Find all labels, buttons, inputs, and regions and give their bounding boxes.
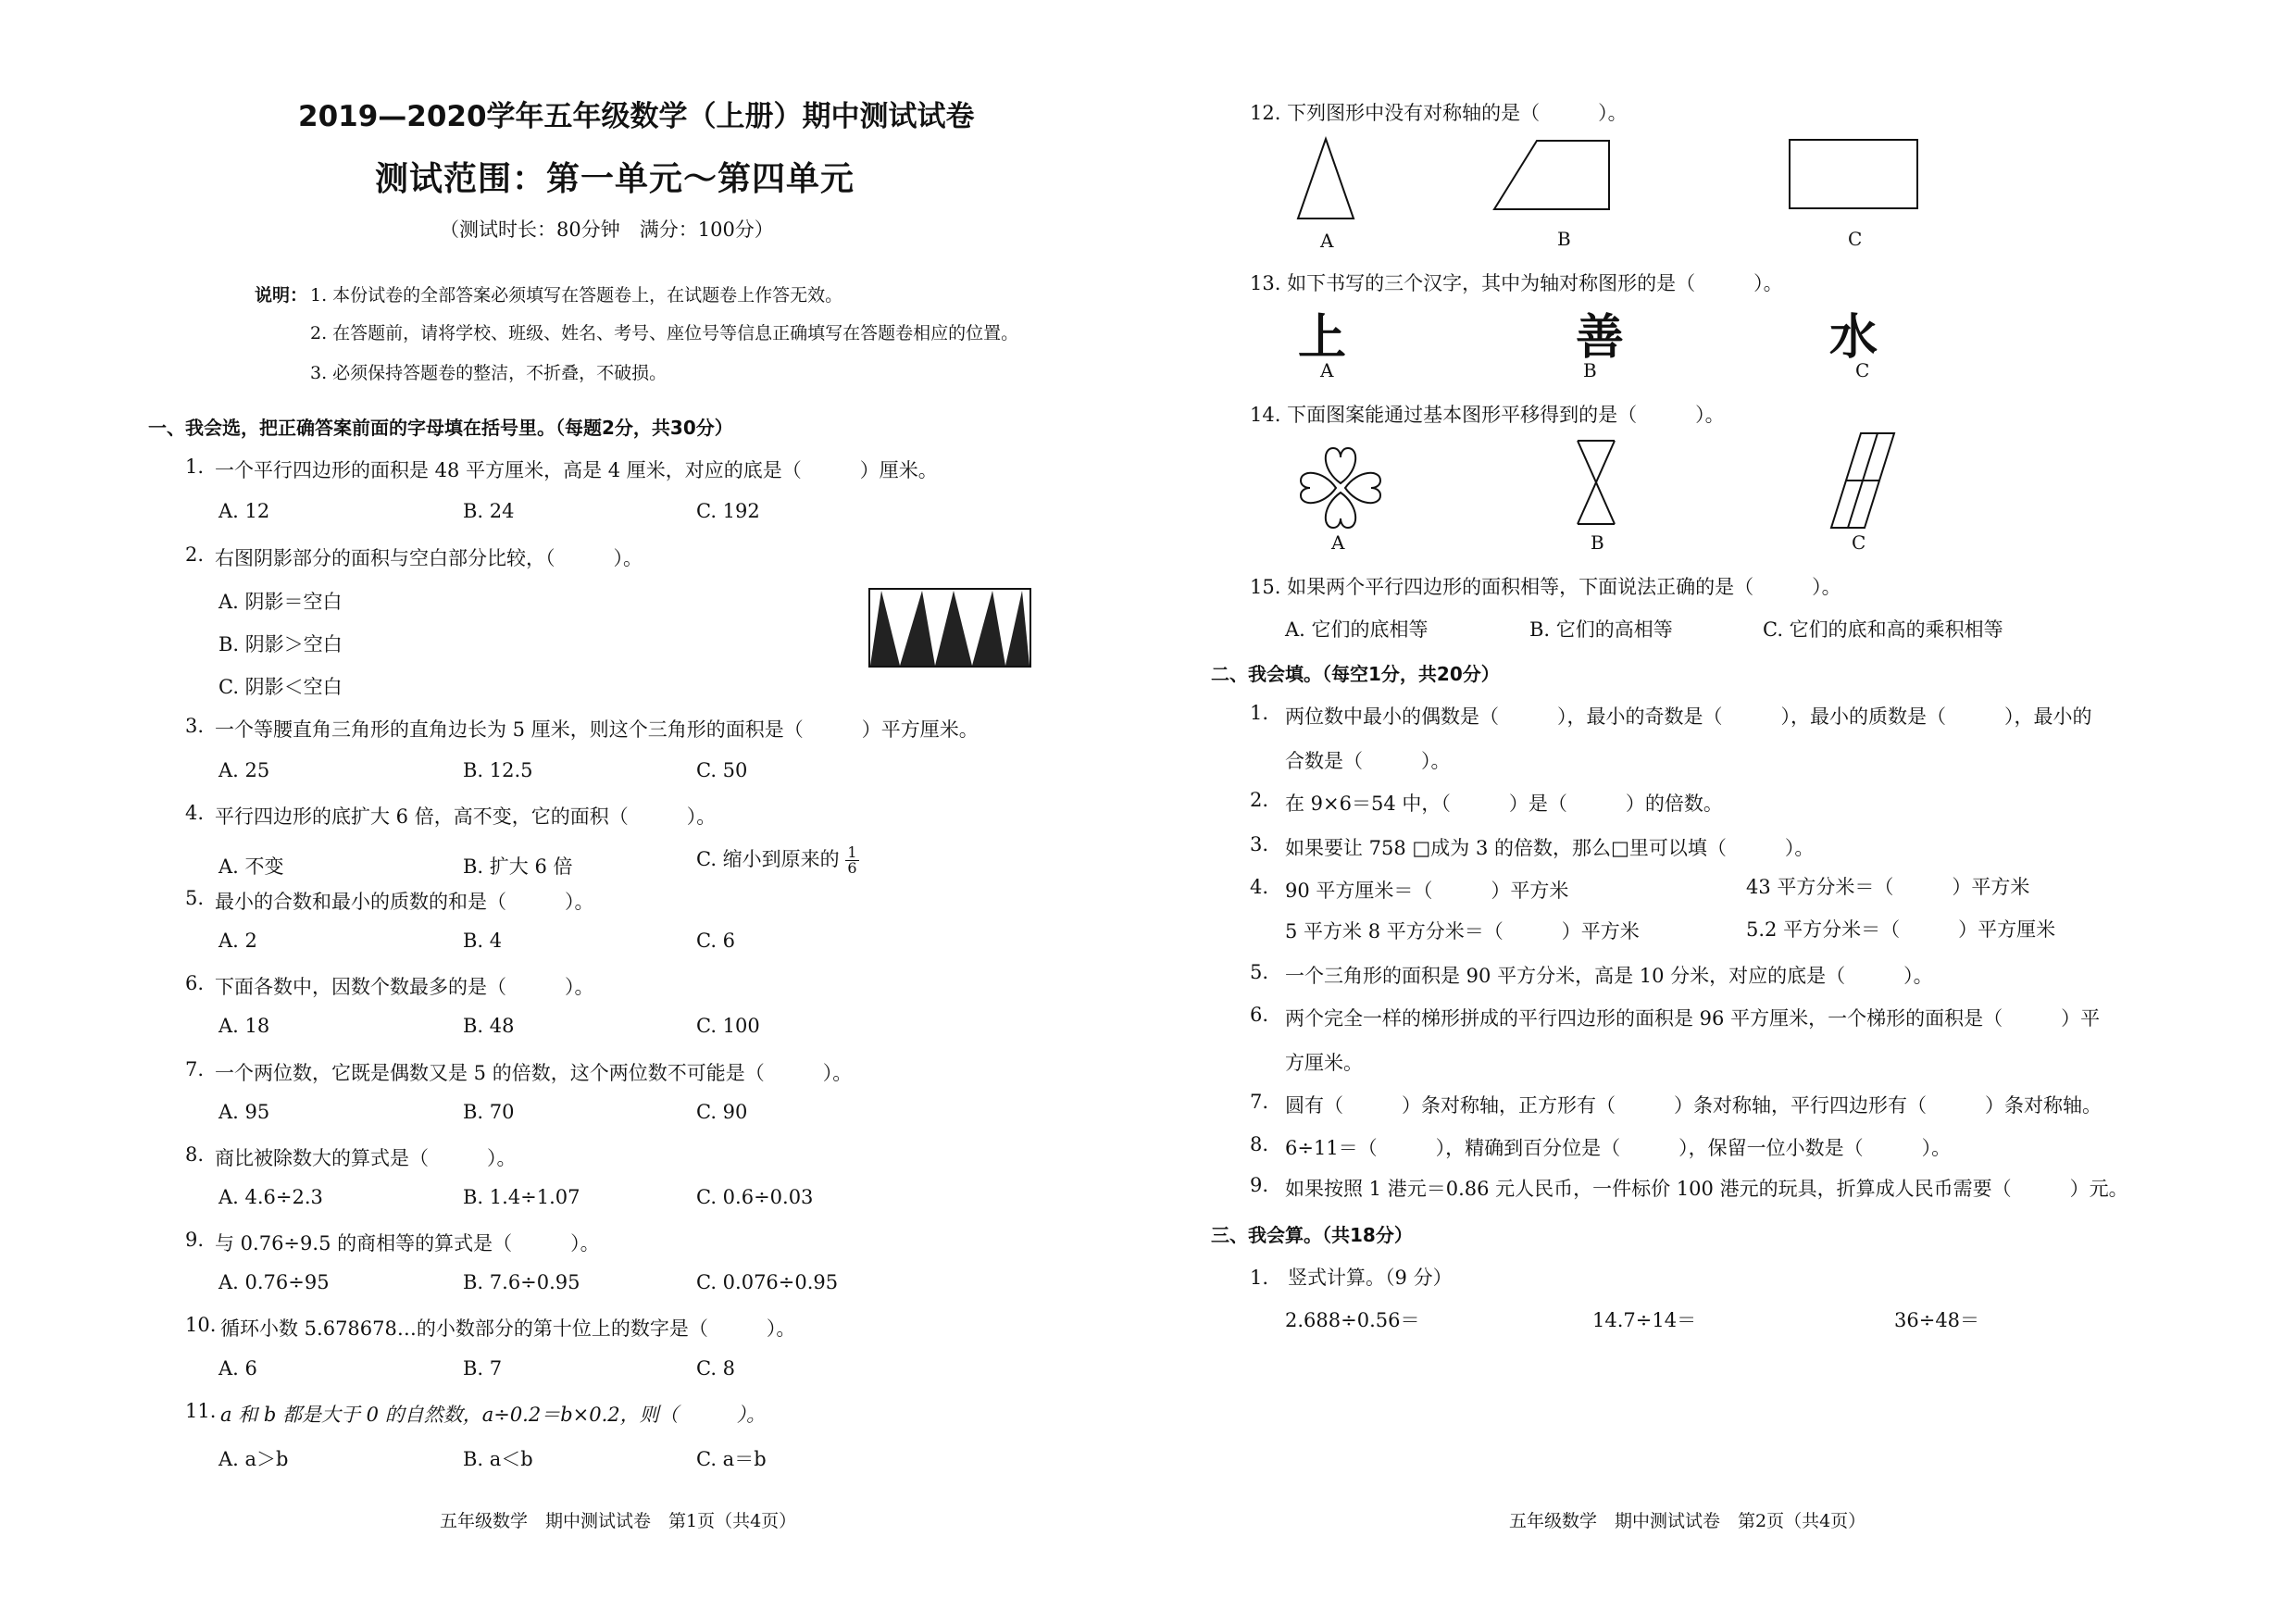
option-b: B. a＜b	[463, 1448, 533, 1470]
option-a: A. 12	[218, 500, 270, 522]
option-b: B. 1.4÷1.07	[463, 1186, 580, 1208]
conversion-b: 43 平方分米＝（ ）平方米	[1746, 876, 2030, 898]
section-3-heading: 三、我会算。（共18分）	[1211, 1224, 1413, 1246]
question-number: 2.	[185, 543, 205, 566]
question-text: 右图阴影部分的面积与空白部分比较，（ ）。	[215, 547, 643, 569]
option-a: A. 0.76÷95	[218, 1271, 330, 1293]
question-number: 3.	[1250, 833, 1269, 855]
trapezoid-shape	[1492, 139, 1613, 211]
question-text-cont: 方厘米。	[1285, 1052, 1363, 1074]
question-text: 平行四边形的底扩大 6 倍，高不变，它的面积（ ）。	[215, 805, 717, 828]
option-c: C. 90	[696, 1101, 748, 1123]
rectangle-shape	[1789, 139, 1918, 209]
option-a: A. 6	[218, 1357, 257, 1380]
question-number: 8.	[1250, 1133, 1269, 1155]
question-text: 商比被除数大的算式是（ ）。	[215, 1147, 517, 1169]
question-number: 8.	[185, 1143, 205, 1166]
question-number: 5.	[1250, 961, 1269, 983]
question-text: 与 0.76÷9.5 的商相等的算式是（ ）。	[215, 1232, 600, 1255]
option-a: A. 4.6÷2.3	[218, 1186, 323, 1208]
question-number: 2.	[1250, 789, 1269, 811]
option-b: B. 24	[463, 500, 515, 522]
option-b: B. 7	[463, 1357, 503, 1380]
option-c: C. 0.076÷0.95	[696, 1271, 839, 1293]
section-1-heading: 一、我会选，把正确答案前面的字母填在括号里。（每题2分，共30分）	[148, 417, 733, 439]
question-number: 4.	[185, 802, 205, 824]
question-number: 7.	[185, 1058, 205, 1080]
figure-label-a: A	[1320, 230, 1334, 252]
question-text: 循环小数 5.678678…的小数部分的第十位上的数字是（ ）。	[220, 1317, 796, 1340]
page-footer: 五年级数学 期中测试试卷 第2页（共4页）	[1509, 1511, 1866, 1531]
figure-label-c: C	[1848, 228, 1863, 250]
question-number: 10.	[185, 1314, 217, 1336]
option-c: C. 50	[696, 759, 748, 781]
char-label-a: A	[1320, 359, 1334, 381]
triangle-shape	[1296, 137, 1355, 220]
figure-label-b: B	[1557, 228, 1571, 250]
pattern-label-a: A	[1331, 531, 1345, 554]
option-b: B. 4	[463, 930, 503, 952]
pattern-label-b: B	[1591, 531, 1604, 554]
calc-expression-2: 14.7÷14＝	[1592, 1309, 1697, 1331]
question-15-text: 15. 如果两个平行四边形的面积相等，下面说法正确的是（ ）。	[1250, 576, 1841, 598]
option-a: A. 95	[218, 1101, 270, 1123]
calc-expression-1: 2.688÷0.56＝	[1285, 1309, 1420, 1331]
option-a: A. a＞b	[218, 1448, 289, 1470]
option-a: A. 18	[218, 1015, 270, 1037]
question-number: 9.	[185, 1229, 205, 1251]
page-footer: 五年级数学 期中测试试卷 第1页（共4页）	[440, 1511, 797, 1531]
question-text: 一个等腰直角三角形的直角边长为 5 厘米，则这个三角形的面积是（ ）平方厘米。	[215, 718, 979, 741]
option-b: B. 48	[463, 1015, 515, 1037]
conversion-d: 5.2 平方分米＝（ ）平方厘米	[1746, 918, 2056, 941]
question-text: 一个两位数，它既是偶数又是 5 的倍数，这个两位数不可能是（ ）。	[215, 1062, 853, 1084]
fraction-one-sixth: $\frac{1}{6}$	[847, 843, 857, 877]
option-c: C. 阴影＜空白	[218, 676, 343, 698]
pattern-label-c: C	[1852, 531, 1866, 554]
option-a: A. 它们的底相等	[1285, 618, 1429, 641]
exam-duration: （测试时长：80分钟 满分：100分）	[440, 218, 774, 241]
question-text: 最小的合数和最小的质数的和是（ ）。	[215, 891, 594, 913]
shaded-triangles-figure	[868, 588, 1031, 668]
question-text: 圆有（ ）条对称轴，正方形有（ ）条对称轴，平行四边形有（ ）条对称轴。	[1285, 1094, 2102, 1117]
option-b: B. 12.5	[463, 759, 533, 781]
option-b: B. 7.6÷0.95	[463, 1271, 580, 1293]
question-text: 如果按照 1 港元＝0.86 元人民币，一件标价 100 港元的玩具，折算成人民币需要（ ）元。	[1285, 1178, 2128, 1200]
option-c: C. 8	[696, 1357, 736, 1380]
option-a: A. 不变	[218, 855, 284, 878]
exam-subtitle: 测试范围：第一单元～第四单元	[375, 159, 855, 198]
conversion-a: 90 平方厘米＝（ ）平方米	[1285, 880, 1569, 902]
char-shui: 水	[1829, 310, 1878, 366]
option-c-text: C. 缩小到原来的	[696, 848, 840, 870]
option-c: C. 0.6÷0.03	[696, 1186, 814, 1208]
question-text: 两个完全一样的梯形拼成的平行四边形的面积是 96 平方厘米，一个梯形的面积是（ ）平	[1285, 1007, 2101, 1030]
question-number: 4.	[1250, 876, 1269, 898]
option-b: B. 阴影＞空白	[218, 633, 343, 655]
question-text: 如果要让 758 □成为 3 的倍数，那么□里可以填（ ）。	[1285, 837, 1815, 859]
question-14-text: 14. 下面图案能通过基本图形平移得到的是（ ）。	[1250, 404, 1725, 426]
option-c	[696, 844, 859, 876]
option-b: B. 扩大 6 倍	[463, 855, 573, 878]
question-text: a 和 b 都是大于 0 的自然数，a÷0.2＝b×0.2，则（ ）。	[220, 1404, 767, 1426]
note-2: 2. 在答题前，请将学校、班级、姓名、考号、座位号等信息正确填写在答题卷相应的位置。	[310, 323, 1019, 343]
option-a: A. 阴影＝空白	[218, 591, 343, 613]
question-text: 在 9×6＝54 中，（ ）是（ ）的倍数。	[1285, 793, 1723, 815]
calc-expression-3: 36÷48＝	[1894, 1309, 1980, 1331]
exam-page-2	[1148, 0, 2296, 1623]
option-a: A. 25	[218, 759, 270, 781]
option-c: C. 6	[696, 930, 736, 952]
option-c: C. 192	[696, 500, 760, 522]
section-2-heading: 二、我会填。（每空1分，共20分）	[1211, 663, 1500, 685]
parallelogram-grid-figure	[1824, 430, 1898, 531]
notes-label: 说明：	[255, 285, 308, 306]
question-text: 两位数中最小的偶数是（ ），最小的奇数是（ ），最小的质数是（ ），最小的	[1285, 705, 2092, 728]
option-c: C. 它们的底和高的乘积相等	[1763, 618, 2003, 641]
question-number: 5.	[185, 887, 205, 909]
question-number: 11.	[185, 1400, 217, 1422]
four-hearts-figure	[1294, 443, 1387, 533]
option-a: A. 2	[218, 930, 257, 952]
question-text: 6÷11＝（ ），精确到百分位是（ ），保留一位小数是（ ）。	[1285, 1137, 1952, 1159]
conversion-c: 5 平方米 8 平方分米＝（ ）平方米	[1285, 920, 1640, 943]
question-number: 7.	[1250, 1091, 1269, 1113]
char-label-b: B	[1583, 359, 1597, 381]
option-b: B. 70	[463, 1101, 515, 1123]
question-number: 1.	[185, 456, 205, 478]
option-c: C. a＝b	[696, 1448, 767, 1470]
note-1: 1. 本份试卷的全部答案必须填写在答题卷上，在试题卷上作答无效。	[310, 285, 843, 306]
question-text: 一个平行四边形的面积是 48 平方厘米，高是 4 厘米，对应的底是（ ）厘米。	[215, 459, 938, 481]
option-b: B. 它们的高相等	[1529, 618, 1673, 641]
char-label-c: C	[1855, 359, 1870, 381]
question-number: 3.	[185, 715, 205, 737]
hourglass-figure	[1574, 439, 1618, 526]
calc-instruction: 1. 竖式计算。（9 分）	[1250, 1267, 1453, 1289]
char-shang: 上	[1298, 310, 1347, 366]
question-number: 9.	[1250, 1174, 1269, 1196]
question-13-text: 13. 如下书写的三个汉字，其中为轴对称图形的是（ ）。	[1250, 272, 1783, 294]
option-c: C. 100	[696, 1015, 760, 1037]
question-number: 1.	[1250, 702, 1269, 724]
question-number: 6.	[185, 972, 205, 994]
question-text: 一个三角形的面积是 90 平方分米，高是 10 分米，对应的底是（ ）。	[1285, 965, 1933, 987]
char-shan: 善	[1576, 310, 1625, 366]
question-text: 下面各数中，因数个数最多的是（ ）。	[215, 976, 594, 998]
question-number: 6.	[1250, 1004, 1269, 1026]
note-3: 3. 必须保持答题卷的整洁，不折叠，不破损。	[310, 363, 668, 383]
question-12-text: 12. 下列图形中没有对称轴的是（ ）。	[1250, 102, 1628, 124]
question-text-cont: 合数是（ ）。	[1285, 750, 1451, 772]
exam-title: 2019—2020学年五年级数学（上册）期中测试试卷	[298, 100, 975, 133]
